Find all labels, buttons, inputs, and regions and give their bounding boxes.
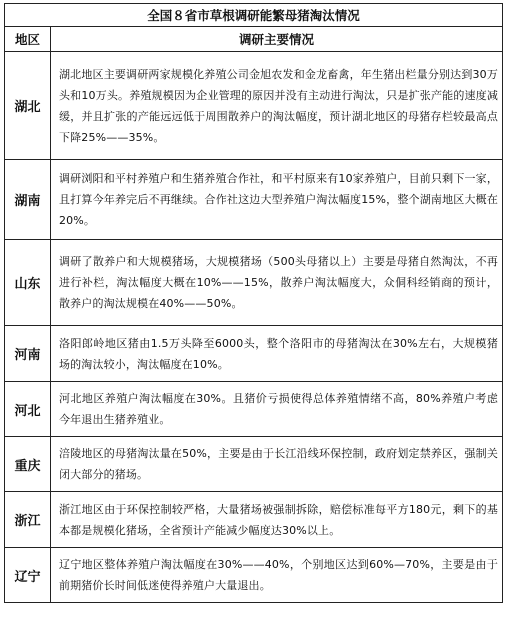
column-header-region: 地区 [5,27,51,52]
region-cell: 河北 [5,382,51,437]
region-cell: 浙江 [5,492,51,548]
content-cell: 河北地区养殖户淘汰幅度在30%。且猪价亏损使得总体养殖情绪不高，80%养殖户考虑今年退出生猪养殖业。 [51,382,503,437]
content-cell: 调研浏阳和平村养殖户和生猪养殖合作社，和平村原来有10家养殖户，目前只剩下一家，且打算今年养完后不再继续。合作社这边大型养殖户淘汰幅度15%，整个湖南地区大概在20%。 [51,160,503,240]
region-cell: 湖北 [5,52,51,160]
region-cell: 辽宁 [5,548,51,603]
table-row [5,52,503,160]
content-cell: 洛阳郎岭地区猪由1.5万头降至6000头，整个洛阳市的母猪淘汰在30%左右，大规模猪场的淘汰较小，淘汰幅度在10%。 [51,326,503,382]
content-cell: 湖北地区主要调研两家规模化养殖公司金旭农发和金龙畜禽，年生猪出栏量分别达到30万头和10万头。养殖规模因为企业管理的原因并没有主动进行淘汰，只是扩张产能的速度减缓，并且扩张的产能远远低于周围散养户的淘汰幅度，预计湖北地区的母猪存栏较最高点下降25%——35%。 [51,52,503,160]
column-header-content: 调研主要情况 [51,27,503,52]
table-row [5,326,503,382]
table-row [5,437,503,492]
content-cell: 浙江地区由于环保控制较严格，大量猪场被强制拆除，赔偿标准每平方180元，剩下的基本都是规模化猪场，全省预计产能减少幅度达30%以上。 [51,492,503,548]
region-cell: 湖南 [5,160,51,240]
table-row [5,492,503,548]
region-cell: 山东 [5,240,51,326]
table-row [5,382,503,437]
survey-table [4,3,503,603]
table-header-row [5,27,503,52]
region-cell: 重庆 [5,437,51,492]
table-title: 全国８省市草根调研能繁母猪淘汰情况 [5,4,503,27]
table-row [5,160,503,240]
content-cell: 涪陵地区的母猪淘汰量在50%，主要是由于长江沿线环保控制，政府划定禁养区，强制关闭大部分的猪场。 [51,437,503,492]
content-cell: 辽宁地区整体养殖户淘汰幅度在30%——40%，个别地区达到60%—70%，主要是由于前期猪价长时间低迷使得养殖户大量退出。 [51,548,503,603]
region-cell: 河南 [5,326,51,382]
table-row [5,240,503,326]
table-row [5,548,503,603]
table-title-row [5,4,503,27]
content-cell: 调研了散养户和大规模猪场，大规模猪场（500头母猪以上）主要是母猪自然淘汰，不再进行补栏，淘汰幅度大概在10%——15%，散养户淘汰幅度大，众侗科经销商的预计，散养户的淘汰规模在40%——50%。 [51,240,503,326]
